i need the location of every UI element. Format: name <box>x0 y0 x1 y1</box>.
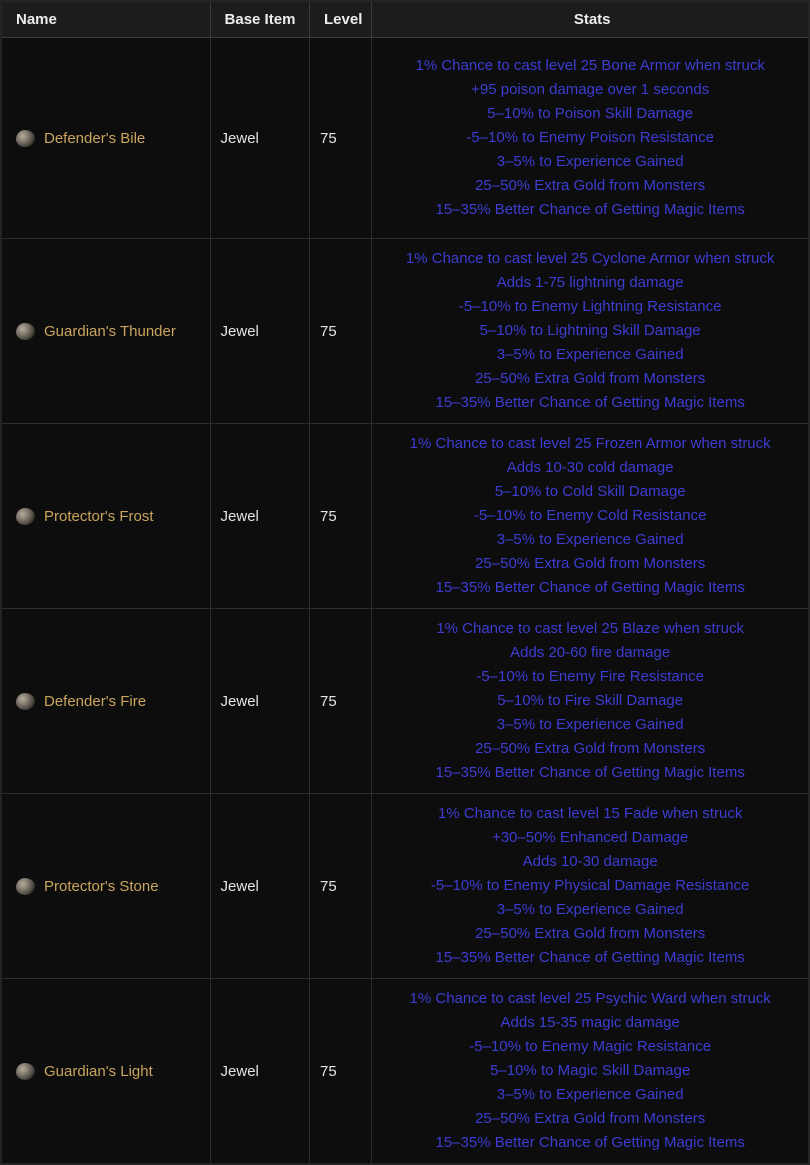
stats-cell <box>372 794 809 979</box>
table-row <box>1 424 809 609</box>
level-value: 75 <box>310 239 372 424</box>
jewel-icon <box>16 1063 35 1080</box>
level-value: 75 <box>310 794 372 979</box>
stats-cell <box>372 424 809 609</box>
stats-cell <box>372 979 809 1165</box>
stat-line: Adds 15-35 magic damage <box>500 1014 680 1031</box>
table-row <box>1 979 809 1165</box>
stat-line: 3–5% to Experience Gained <box>496 531 684 548</box>
stat-line: +30–50% Enhanced Damage <box>491 829 689 846</box>
stat-line: Adds 10-30 damage <box>522 853 658 870</box>
stats-cell <box>372 38 809 239</box>
item-name-link[interactable]: Defender's Bile <box>44 129 146 147</box>
base-item-value: Jewel <box>210 239 309 424</box>
stat-line: 3–5% to Experience Gained <box>496 901 684 918</box>
stats-cell <box>372 239 809 424</box>
stat-line: Adds 1-75 lightning damage <box>496 274 684 291</box>
name-cell <box>1 979 210 1165</box>
jewel-icon <box>16 508 35 525</box>
stat-line: 15–35% Better Chance of Getting Magic Items <box>435 949 745 966</box>
name-cell <box>1 424 210 609</box>
table-row <box>1 239 809 424</box>
level-value: 75 <box>310 424 372 609</box>
item-name-link[interactable]: Guardian's Thunder <box>44 322 176 340</box>
stat-line: 15–35% Better Chance of Getting Magic Items <box>435 1134 745 1151</box>
item-name-link[interactable]: Defender's Fire <box>44 692 147 710</box>
stat-line: 1% Chance to cast level 15 Fade when struck <box>437 805 743 822</box>
stats-cell <box>372 609 809 794</box>
stat-line: 1% Chance to cast level 25 Cyclone Armor when struck <box>405 250 775 267</box>
level-value: 75 <box>310 609 372 794</box>
stat-line: -5–10% to Enemy Fire Resistance <box>476 668 704 685</box>
jewel-icon <box>16 878 35 895</box>
name-cell <box>1 38 210 239</box>
stat-line: 5–10% to Magic Skill Damage <box>490 1062 691 1079</box>
stat-line: 1% Chance to cast level 25 Bone Armor when struck <box>415 57 765 74</box>
stat-line: 1% Chance to cast level 25 Blaze when struck <box>436 620 744 637</box>
stat-line: 3–5% to Experience Gained <box>496 153 684 170</box>
column-header-level: Level <box>310 1 372 38</box>
jewel-icon <box>16 130 35 147</box>
table-row <box>1 38 809 239</box>
table-row <box>1 794 809 979</box>
stat-line: -5–10% to Enemy Magic Resistance <box>469 1038 712 1055</box>
jewel-icon <box>16 323 35 340</box>
stat-line: 3–5% to Experience Gained <box>496 1086 684 1103</box>
stat-line: 25–50% Extra Gold from Monsters <box>475 1110 706 1127</box>
jewel-icon <box>16 693 35 710</box>
stat-line: 1% Chance to cast level 25 Psychic Ward when struck <box>409 990 771 1007</box>
stat-line: 3–5% to Experience Gained <box>496 716 684 733</box>
stat-line: Adds 20-60 fire damage <box>510 644 671 661</box>
level-value: 75 <box>310 38 372 239</box>
item-name-link[interactable]: Protector's Frost <box>44 507 154 525</box>
stat-line: 5–10% to Lightning Skill Damage <box>479 322 701 339</box>
column-header-base-item: Base Item <box>210 1 309 38</box>
level-value: 75 <box>310 979 372 1165</box>
column-header-name: Name <box>1 1 210 38</box>
name-cell <box>1 609 210 794</box>
stat-line: 25–50% Extra Gold from Monsters <box>475 370 706 387</box>
base-item-value: Jewel <box>210 38 309 239</box>
table-row <box>1 609 809 794</box>
stat-line: 1% Chance to cast level 25 Frozen Armor when struck <box>409 435 771 452</box>
stat-line: 15–35% Better Chance of Getting Magic Items <box>435 201 745 218</box>
column-header-stats: Stats <box>372 1 809 38</box>
base-item-value: Jewel <box>210 609 309 794</box>
stat-line: 25–50% Extra Gold from Monsters <box>475 925 706 942</box>
stat-line: Adds 10-30 cold damage <box>506 459 674 476</box>
stat-line: -5–10% to Enemy Physical Damage Resistance <box>430 877 750 894</box>
stat-line: 5–10% to Poison Skill Damage <box>487 105 694 122</box>
stat-line: -5–10% to Enemy Cold Resistance <box>473 507 707 524</box>
stat-line: 5–10% to Fire Skill Damage <box>497 692 684 709</box>
stat-line: 25–50% Extra Gold from Monsters <box>475 177 706 194</box>
stat-line: 5–10% to Cold Skill Damage <box>494 483 686 500</box>
header-row <box>1 1 809 38</box>
name-cell <box>1 794 210 979</box>
stat-line: +95 poison damage over 1 seconds <box>471 81 710 98</box>
stat-line: -5–10% to Enemy Lightning Resistance <box>458 298 722 315</box>
stat-line: 15–35% Better Chance of Getting Magic Items <box>435 579 745 596</box>
stat-line: 3–5% to Experience Gained <box>496 346 684 363</box>
stat-line: 25–50% Extra Gold from Monsters <box>475 740 706 757</box>
item-name-link[interactable]: Guardian's Light <box>44 1062 153 1080</box>
stat-line: -5–10% to Enemy Poison Resistance <box>466 129 714 146</box>
name-cell <box>1 239 210 424</box>
stat-line: 25–50% Extra Gold from Monsters <box>475 555 706 572</box>
base-item-value: Jewel <box>210 794 309 979</box>
stat-line: 15–35% Better Chance of Getting Magic Items <box>435 764 745 781</box>
item-name-link[interactable]: Protector's Stone <box>44 877 159 895</box>
base-item-value: Jewel <box>210 979 309 1165</box>
base-item-value: Jewel <box>210 424 309 609</box>
stat-line: 15–35% Better Chance of Getting Magic Items <box>435 394 745 411</box>
